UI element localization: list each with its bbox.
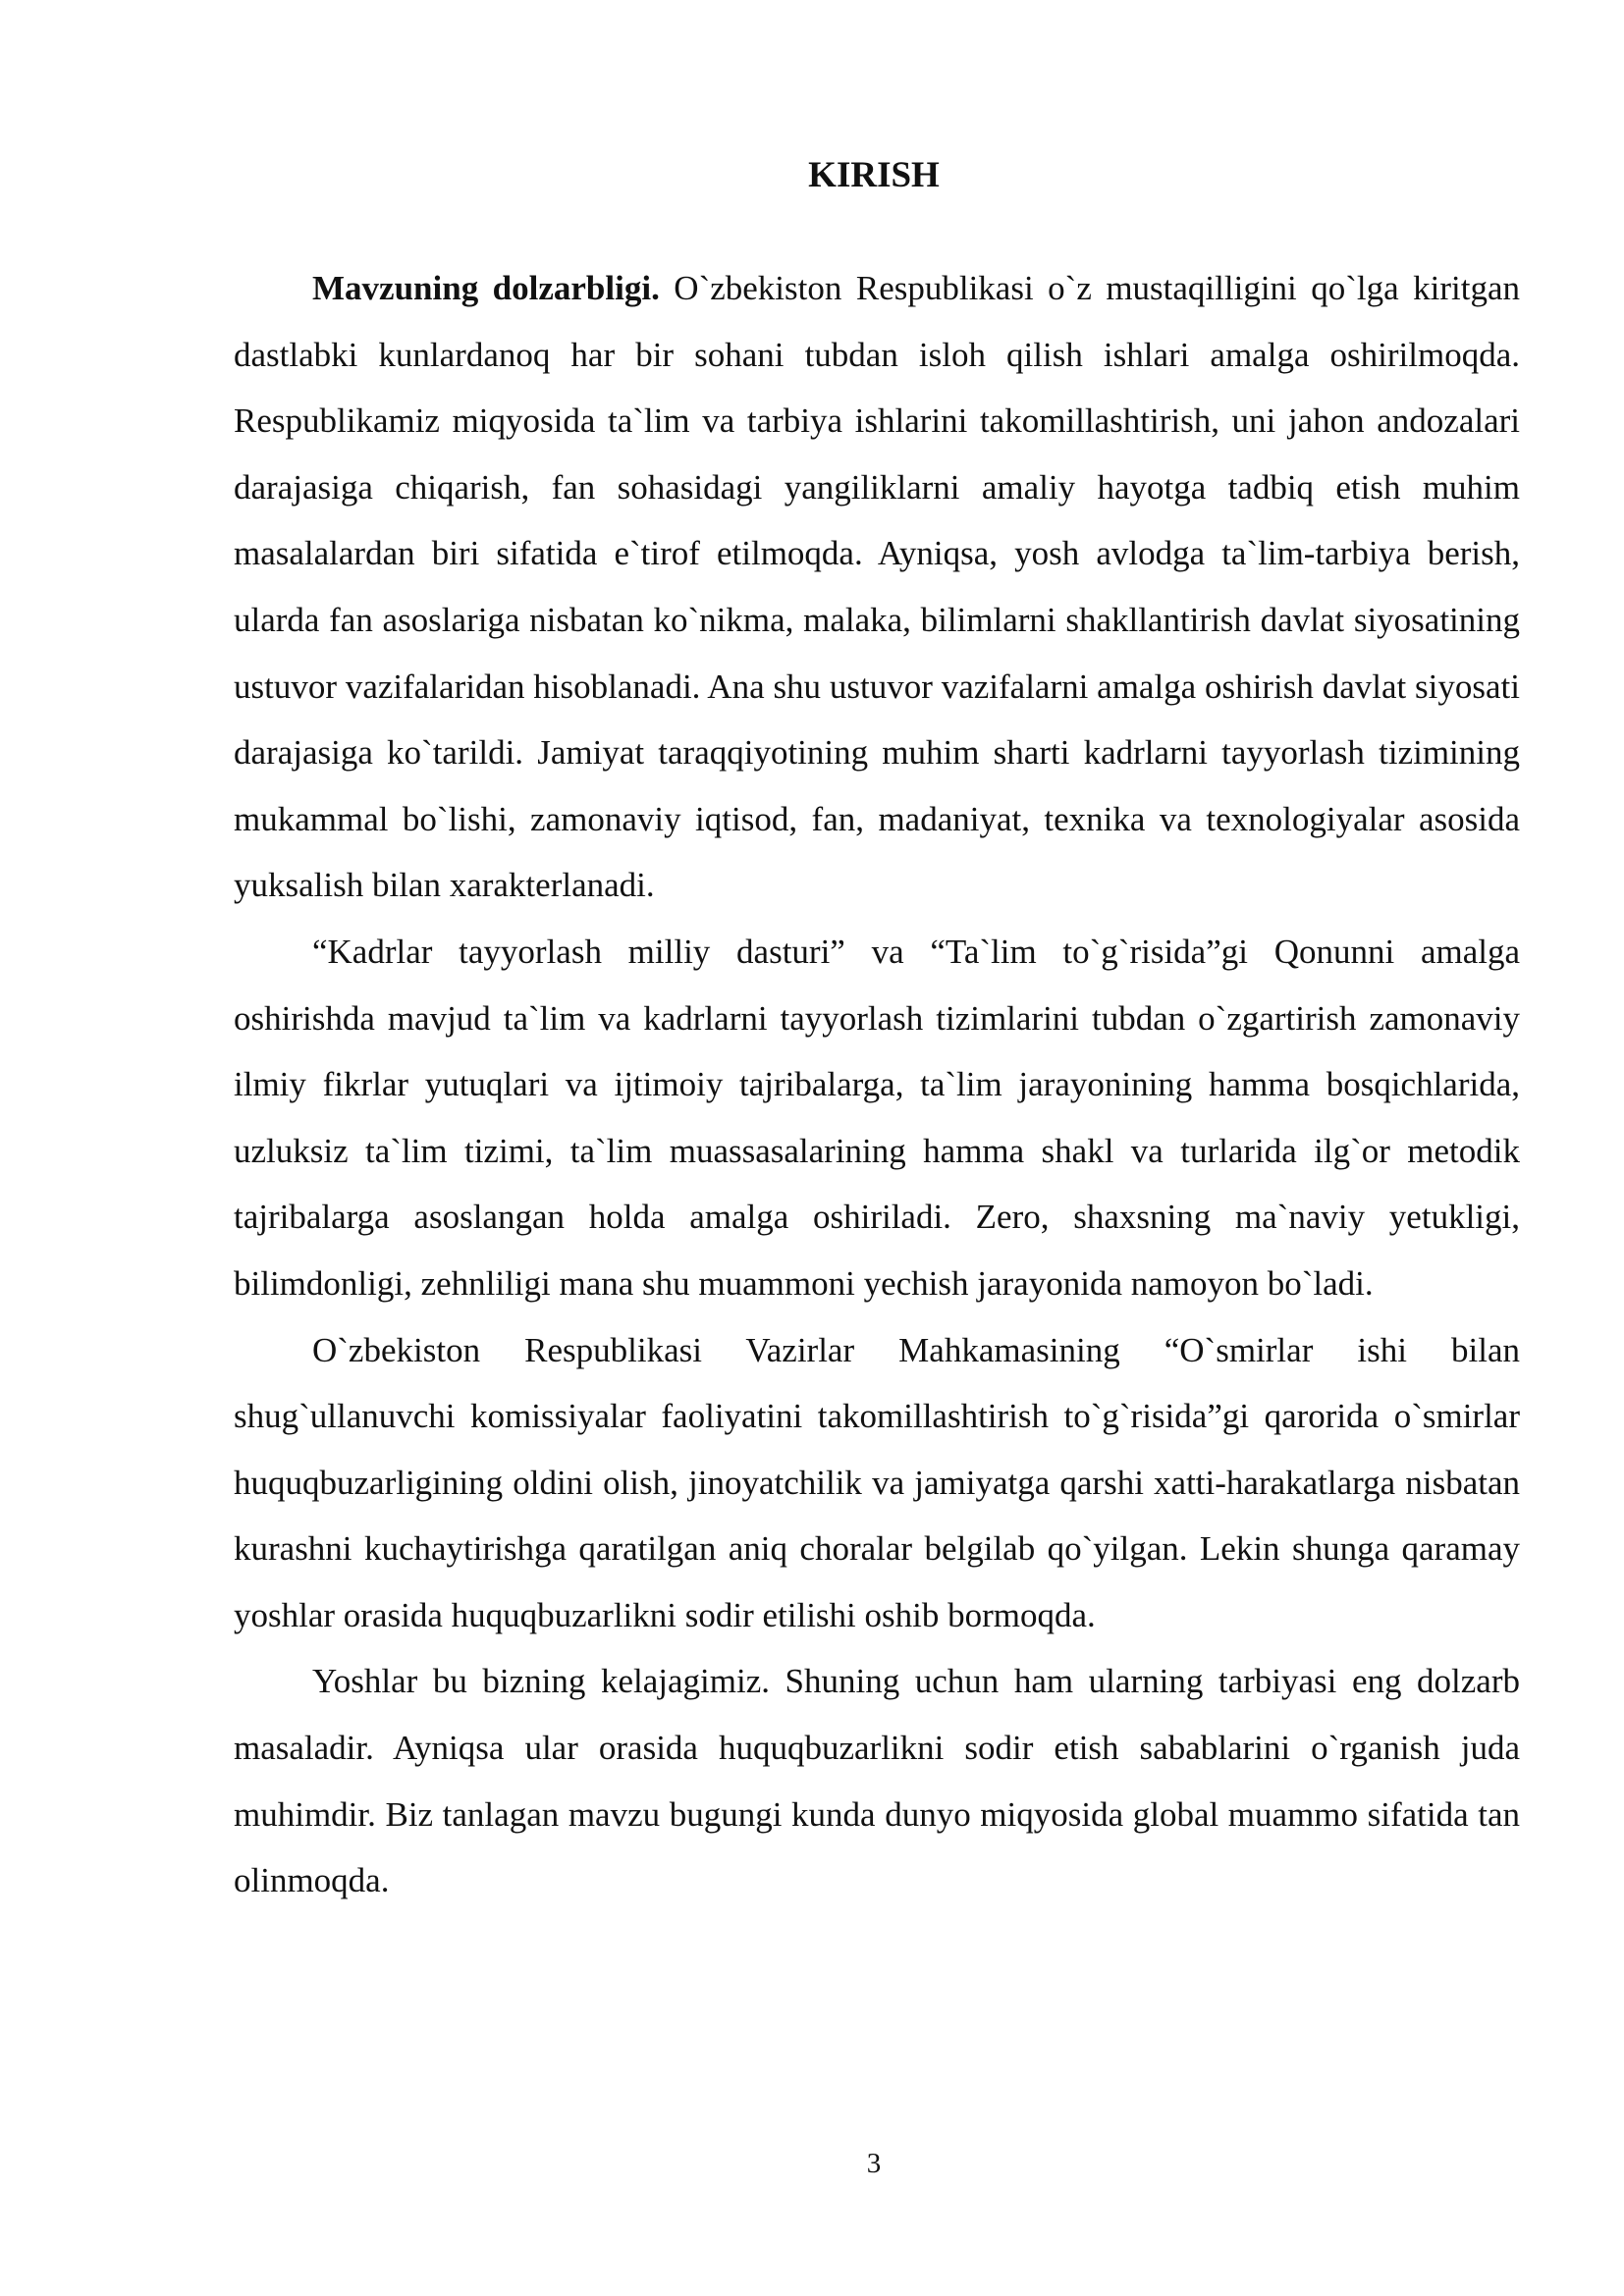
paragraph-youth: Yoshlar bu bizning kelajagimiz. Shuning uchun ham ularning tarbiyasi eng dolzarb masaladir. Ayniqsa ular orasida huquqbuzarlikni sodir etish sabablarini o`rganish juda muhimdir. Biz tanlagan mavzu bugungi kunda dunyo miqyosida global muammo sifatida tan olinmoqda.	[234, 1662, 1520, 1900]
paragraph-lead: Mavzuning dolzarbligi.	[312, 269, 660, 307]
paragraph-program: “Kadrlar tayyorlash milliy dasturi” va “Ta`lim to`g`risida”gi Qonunni amalga oshirishda mavjud ta`lim va kadrlarni tayyorlash tizimlarini tubdan o`zgartirish zamonaviy ilmiy fikrlar yutuqlari va ijtimoiy tajribalarga, ta`lim jarayonining hamma bosqichlarida, uzluksiz ta`lim tizimi, ta`lim muassasalarining hamma shakl va turlarida ilg`or metodik tajribalarga asoslangan holda amalga oshiriladi. Zero, shaxsning ma`naviy yetukligi, bilimdonligi, zehnliligi mana shu muammoni yechish jarayonida namoyon bo`ladi.	[234, 932, 1520, 1303]
paragraph-text: O`zbekiston Respublikasi o`z mustaqilligini qo`lga kiritgan dastlabki kunlardanoq har bir sohani tubdan isloh qilish ishlari amalga oshirilmoqda. Respublikamiz miqyosida ta`lim va tarbiya ishlarini takomillashtirish, uni jahon andozalari darajasiga chiqarish, fan sohasidagi yangiliklarni amaliy hayotga tadbiq etish muhim masalalardan biri sifatida e`tirof etilmoqda. Ayniqsa, yosh avlodga ta`lim-tarbiya berish, ularda fan asoslariga nisbatan ko`nikma, malaka, bilimlarni shakllantirish davlat siyosatining ustuvor vazifalaridan hisoblanadi. Ana shu ustuvor vazifalarni amalga oshirish davlat siyosati darajasiga ko`tarildi. Jamiyat taraqqiyotining muhim sharti kadrlarni tayyorlash tizimining mukammal bo`lishi, zamonaviy iqtisod, fan, madaniyat, texnika va texnologiyalar asosida yuksalish bilan xarakterlanadi.	[234, 269, 1521, 905]
page-number: 3	[866, 2148, 882, 2179]
paragraph-relevance	[234, 255, 1520, 919]
paragraph-resolution: O`zbekiston Respublikasi Vazirlar Mahkamasining “O`smirlar ishi bilan shug`ullanuvchi komissiyalar faoliyatini takomillashtirish to`g`risida”gi qarorida o`smirlar huquqbuzarligining oldini olish, jinoyatchilik va jamiyatga qarshi xatti-harakatlarga nisbatan kurashni kuchaytirishga qaratilgan aniq choralar belgilab qo`yilgan. Lekin shunga qaramay yoshlar orasida huquqbuzarlikni sodir etilishi oshib bormoqda.	[234, 1330, 1520, 1634]
document-body	[234, 255, 1520, 1914]
page-title: KIRISH	[808, 155, 940, 195]
